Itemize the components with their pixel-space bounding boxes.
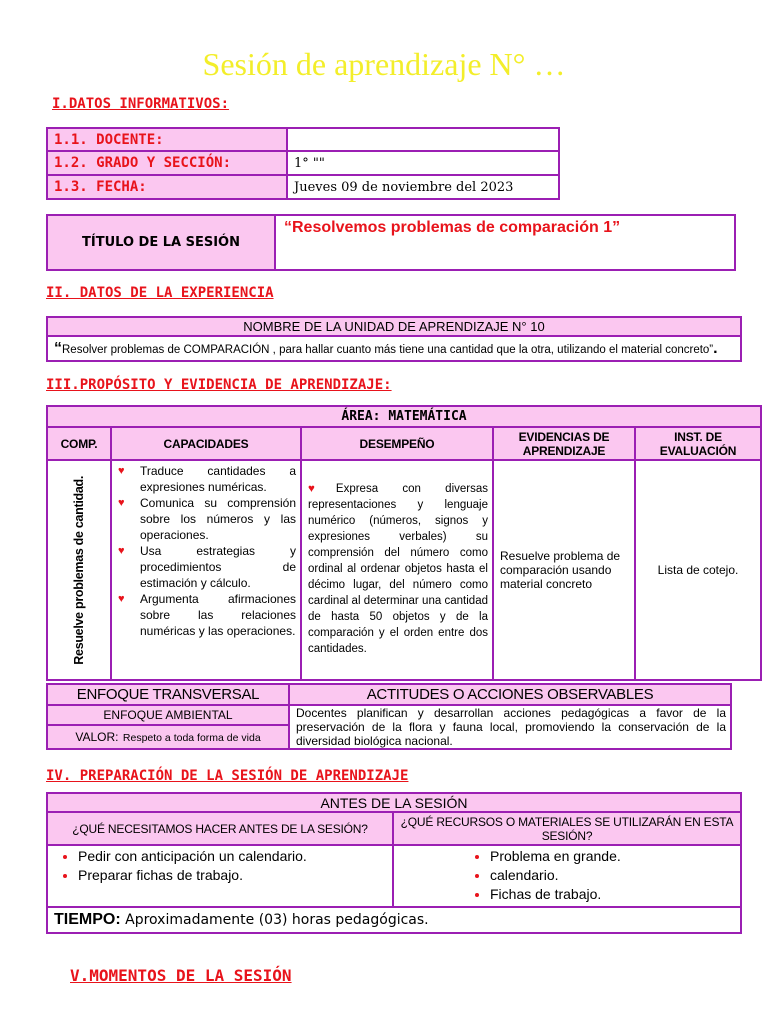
list-item: • calendario. [490,866,740,885]
col-capacidades: CAPACIDADES [111,427,301,460]
recursos-list [460,847,740,904]
prep-col1: ¿QUÉ NECESITAMOS HACER ANTES DE LA SESIÓN? [47,812,393,845]
desempeno-cell [301,460,493,680]
instrumento-cell [635,460,761,680]
heart-icon: ♥ [118,465,125,477]
recursos-cell [393,845,741,907]
competencia-cell [47,460,111,680]
list-item: • Problema en grande. [490,847,740,866]
enfoque-table [46,683,732,750]
valor-text: Respeto a toda forma de vida [122,732,261,744]
grado-value: 1° "" [287,151,559,175]
unidad-header: NOMBRE DE LA UNIDAD DE APRENDIZAJE N° 10 [47,317,741,336]
unidad-text-cell [47,336,741,361]
docente-value [287,128,559,151]
competencia: Resuelve problemas de cantidad. [72,475,86,665]
unidad-table [46,316,742,362]
fecha-label: 1.3. FECHA: [47,175,287,199]
antes-cell [47,845,393,907]
titulo-label: TÍTULO DE LA SESIÓN [47,215,275,270]
section-momentos: V.MOMENTOS DE LA SESIÓN [70,966,292,985]
list-item: • Pedir con anticipación un calendario. [78,847,392,866]
evidencia-text: Resuelve problema de comparación usando material concreto [500,549,621,591]
capacidades-cell [111,460,301,680]
docente-label: 1.1. DOCENTE: [47,128,287,151]
list-item: ♥ Argumenta afirmaciones sobre las relaciones numéricas y las operaciones. [118,592,296,638]
preparacion-table [46,792,742,934]
open-quote: “ [54,339,62,357]
col-comp: COMP. [47,427,111,460]
grado-label: 1.2. GRADO Y SECCIÓN: [47,151,287,175]
col-inst: INST. DE EVALUACIÓN [635,427,761,460]
heart-icon: ♥ [118,593,125,605]
enfoque-valor-cell [47,725,289,749]
list-item: ♥ Traduce cantidades a expresiones numéricas. [118,464,296,494]
enfoque-nombre: ENFOQUE AMBIENTAL [47,705,289,725]
list-item: ♥ Usa estrategias y procedimientos de estimación y cálculo. [118,544,296,590]
page-title: Sesión de aprendizaje N° … [202,46,566,82]
unidad-end: . [713,339,718,357]
heart-icon: ♥ [118,497,125,509]
section-proposito: III.PROPÓSITO Y EVIDENCIA DE APRENDIZAJE: [46,377,392,393]
col-evidencias: EVIDENCIAS DE APRENDIZAJE [493,427,635,460]
enfoque-col2: ACTITUDES O ACCIONES OBSERVABLES [289,684,731,705]
section-preparacion: IV. PREPARACIÓN DE LA SESIÓN DE APRENDIZAJE [46,768,409,784]
tiempo-cell [47,907,741,933]
antes-header: ANTES DE LA SESIÓN [47,793,741,812]
instrumento-text: Lista de cotejo. [657,563,739,577]
prep-col2: ¿QUÉ RECURSOS O MATERIALES SE UTILIZARÁN EN ESTA SESIÓN? [393,812,741,845]
enfoque-acciones: Docentes planifican y desarrollan acciones pedagógicas a favor de la preservación de la flora y fauna local, promoviendo la conservación de la diversidad biológica nacional. [289,705,731,749]
tiempo-label: TIEMPO: [54,911,121,928]
unidad-text: Resolver problemas de COMPARACIÓN , para hallar cuanto más tiene una cantidad que la otra, utilizando el material concreto” [62,343,714,356]
proposito-table [46,405,762,681]
section-datos-experiencia: II. DATOS DE LA EXPERIENCIA [46,285,274,301]
desempeno-text: ♥Expresa con diversas representaciones y lenguaje numérico (números, signos y expresiones verbales) su comprensión del número como ordinal al ordenar objetos hasta el décimo lugar, del número como cardinal al determinar una cantidad de hasta 50 objetos y de la comparación y el orden entre dos cantidades. [308,483,488,655]
section-datos-informativos: I.DATOS INFORMATIVOS: [52,96,230,112]
area-header: ÁREA: MATEMÁTICA [47,406,761,427]
tiempo-text: Aproximadamente (03) horas pedagógicas. [125,912,429,928]
list-item: • Preparar fichas de trabajo. [78,866,392,885]
evidencia-cell [493,460,635,680]
fecha-value: Jueves 09 de noviembre del 2023 [287,175,559,199]
col-desempeno: DESEMPEÑO [301,427,493,460]
antes-list [48,847,392,885]
heart-icon: ♥ [308,483,336,495]
enfoque-col1: ENFOQUE TRANSVERSAL [47,684,289,705]
titulo-table [46,214,736,271]
capacidades-list [114,463,296,639]
list-item: • Fichas de trabajo. [490,885,740,904]
list-item: ♥ Comunica su comprensión sobre los números y las operaciones. [118,496,296,542]
titulo-value: “Resolvemos problemas de comparación 1” [275,215,735,270]
valor-label: VALOR: [75,730,119,744]
datos-table [46,127,560,200]
heart-icon: ♥ [118,545,125,557]
